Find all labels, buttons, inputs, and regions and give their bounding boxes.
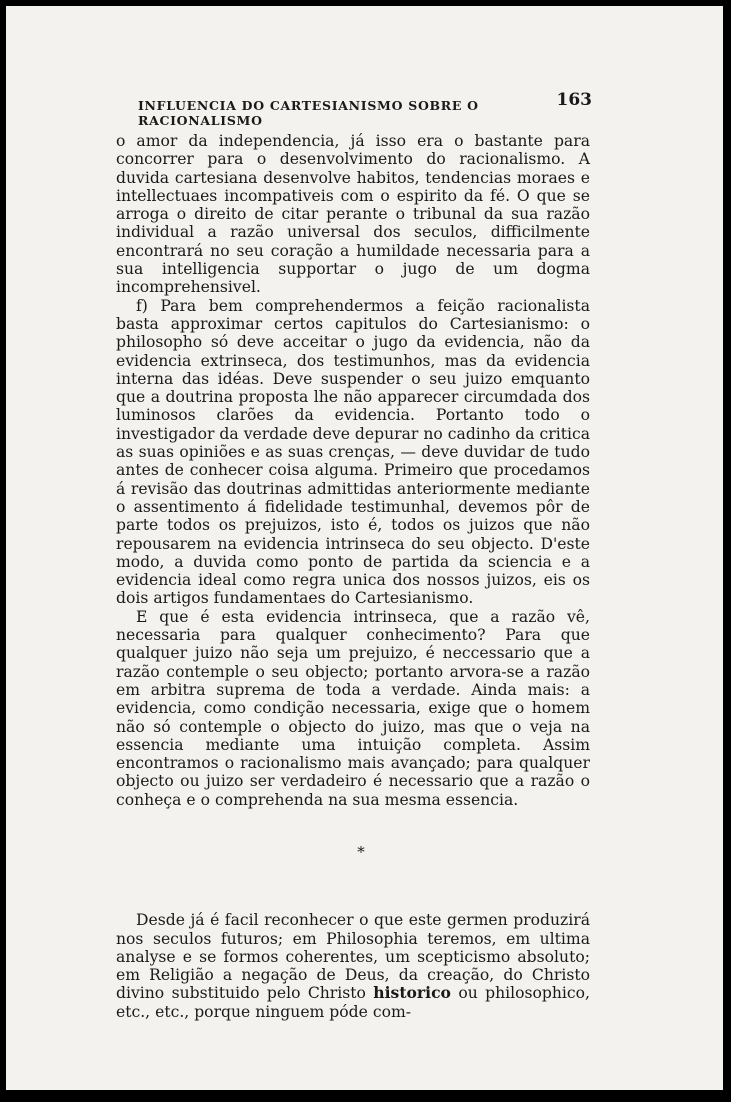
last-paragraph-text-end: ou philosophico, etc., etc., porque ninguem póde com- <box>116 984 591 1021</box>
running-header <box>116 88 592 128</box>
paragraph-f: f) Para bem comprehendermos a feição racionalista basta approximar certos capitulos do Cartesianismo: o philosopho só deve acceitar o jugo da evidencia, não da evidencia extrinseca, dos testimunhos, mas da evidencia interna das idéas. Deve suspender o seu juizo emquanto que a doutrina proposta lhe não apparecer circumdada dos luminosos clarões da evidencia. Portanto todo o investigador da verdade deve depurar no cadinho da critica as suas opiniões e as suas crenças, — deve duvidar de tudo antes de conhecer coisa alguma. Primeiro que procedamos á revisão das doutrinas admittidas anteriormente mediante o assentimento á fidelidade testimunhal, devemos pôr de parte todos os prejuizos, isto é, todos os juizos que não repousarem na evidencia intrinseca do seu objecto. D'este modo, a duvida como ponto de partida da sciencia e a evidencia ideal como regra unica dos nossos juizos, eis os dois artigos fundamentaes do Cartesianismo. <box>116 296 590 608</box>
last-paragraph-text-start: Desde já é facil reconhecer o que este germen produzirá nos seculos futuros; em Philosophia teremos, em ultima analyse e se formos coherentes, um scepticismo absoluto; em Religião a negação de Deus, da creação, do Christo divino substituido pelo Christo <box>116 911 590 1003</box>
bold-word-historico: historico <box>373 983 451 1003</box>
paragraph-desde <box>116 911 590 1021</box>
section-separator: * <box>357 842 365 861</box>
page-number: 163 <box>556 90 592 110</box>
paragraph-continuation: o amor da independencia, já isso era o bastante para concorrer para o desenvolvimento do racionalismo. A duvida cartesiana desenvolve habitos, tendencias moraes e intellectuaes incompativeis com o espirito da fé. O que se arroga o direito de citar perante o tribunal da sua razão individual a razão universal dos seculos, difficilmente encontrará no seu coração a humildade necessaria para a sua intelligencia supportar o jugo de um dogma incomprehensivel. <box>116 132 590 297</box>
paragraph-evidencia: E que é esta evidencia intrinseca, que a razão vê, necessaria para qualquer conhecimento? Para que qualquer juizo não seja um prejuizo, é neccessario que a razão contemple o seu objecto; portanto arvora-se a razão em arbitra suprema de toda a verdade. Ainda mais: a evidencia, como condição necessaria, exige que o homem não só contemple o objecto do juizo, mas que o veja na essencia mediante uma intuição completa. Assim encontramos o racionalismo mais avançado; para qualquer objecto ou juizo ser verdadeiro é necessario que a razão o conheça e o comprehenda na sua mesma essencia. <box>116 607 590 809</box>
running-title: INFLUENCIA DO CARTESIANISMO SOBRE O RACIONALISMO <box>138 98 479 128</box>
book-page <box>116 88 590 1021</box>
body-text <box>116 132 590 1021</box>
